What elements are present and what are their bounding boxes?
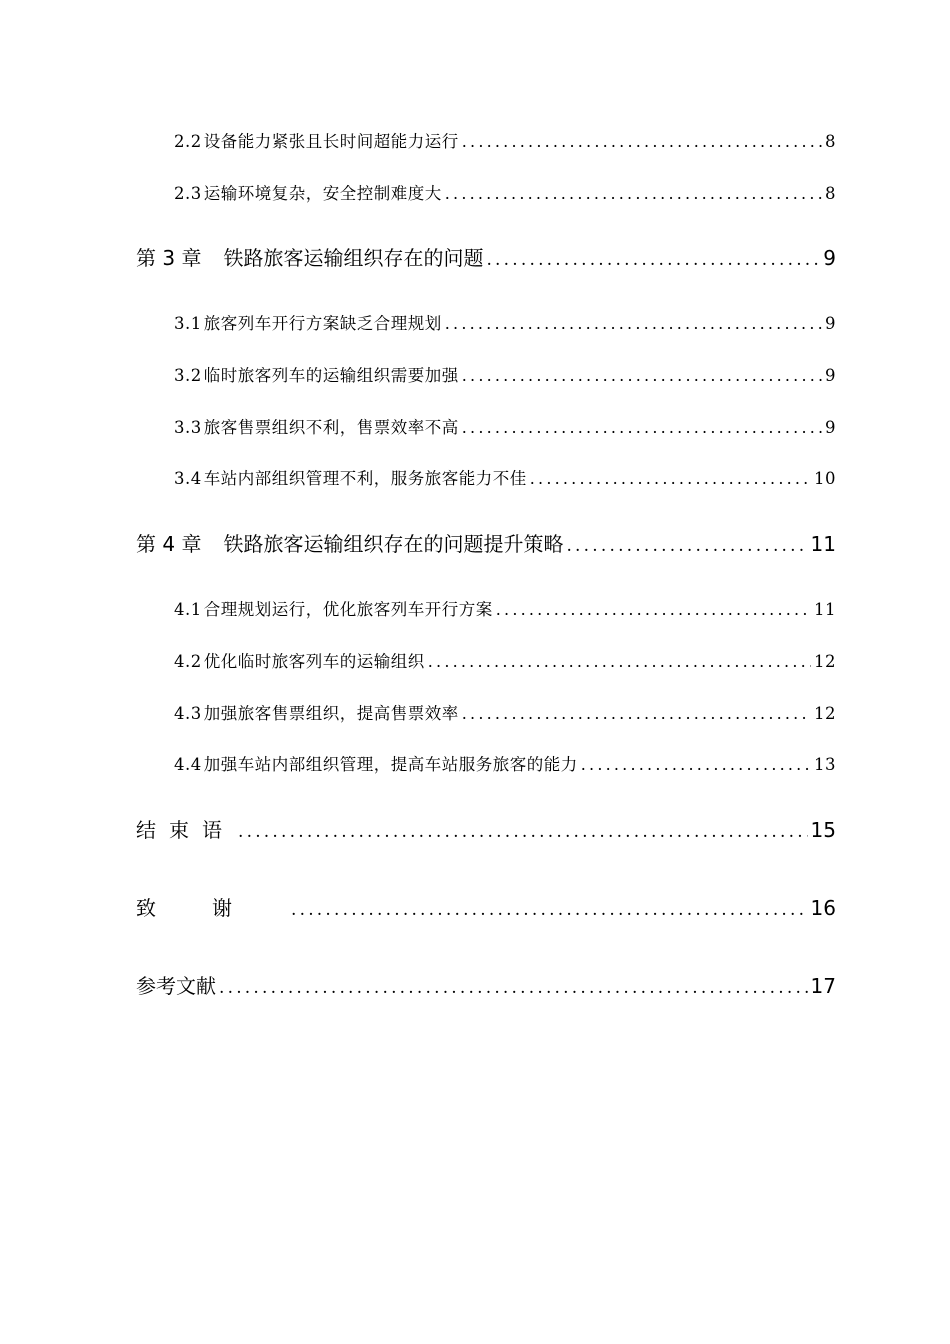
toc-entry-3-2[interactable] [174, 362, 836, 386]
toc-page-number: 11 [814, 600, 836, 619]
toc-page-number: 9 [825, 314, 836, 333]
toc-entry-acknowledgements[interactable] [136, 892, 836, 921]
toc-entry-3-4[interactable] [174, 465, 836, 489]
dot-leader [238, 822, 808, 842]
toc-title: 优化临时旅客列车的运输组织 [203, 652, 425, 671]
dot-leader [428, 652, 811, 671]
toc-title: 车站内部组织管理不利，服务旅客能力不佳 [203, 469, 527, 488]
dot-leader [496, 600, 811, 619]
toc-number: 3.1 [174, 314, 202, 333]
toc-title: 旅客列车开行方案缺乏合理规划 [203, 314, 442, 333]
toc-number: 4.4 [174, 755, 202, 774]
toc-number: 4.2 [174, 652, 202, 671]
dot-leader [445, 314, 822, 333]
toc-number: 4.1 [174, 600, 202, 619]
toc-page-number: 8 [825, 132, 836, 151]
toc-chapter-number: 第 4 章 [136, 532, 202, 556]
toc-entry-2-3[interactable] [174, 180, 836, 204]
toc-entry-4-4[interactable] [174, 751, 836, 775]
toc-title: 铁路旅客运输组织存在的问题 [223, 246, 484, 270]
dot-leader [462, 704, 811, 723]
dot-leader [291, 900, 808, 920]
dot-leader [462, 132, 822, 151]
toc-title: 临时旅客列车的运输组织需要加强 [203, 366, 459, 385]
dot-leader [462, 366, 822, 385]
dot-leader [486, 250, 820, 270]
toc-chapter-number: 第 3 章 [136, 246, 202, 270]
toc-page-number: 9 [825, 366, 836, 385]
toc-entry-4-1[interactable] [174, 596, 836, 620]
toc-page-number: 12 [814, 652, 836, 671]
toc-entry-4-3[interactable] [174, 700, 836, 724]
toc-title: 运输环境复杂，安全控制难度大 [203, 184, 442, 203]
dot-leader [219, 978, 808, 998]
toc-entry-conclusion[interactable] [136, 814, 836, 843]
toc-page-number: 8 [825, 184, 836, 203]
dot-leader [462, 418, 822, 437]
toc-title: 致谢 [136, 896, 288, 920]
toc-entry-references[interactable] [136, 970, 836, 999]
toc-page-number: 17 [810, 974, 836, 998]
toc-number: 3.3 [174, 418, 202, 437]
toc-page-number: 16 [810, 896, 836, 920]
toc-number: 3.2 [174, 366, 202, 385]
toc-entry-3-3[interactable] [174, 414, 836, 438]
toc-entry-3-1[interactable] [174, 310, 836, 334]
toc-title: 结束语 [136, 818, 235, 842]
toc-title: 旅客售票组织不利，售票效率不高 [203, 418, 459, 437]
toc-number: 4.3 [174, 704, 202, 723]
toc-title: 加强车站内部组织管理，提高车站服务旅客的能力 [203, 755, 578, 774]
dot-leader [566, 536, 807, 556]
toc-page-number: 9 [823, 246, 836, 270]
dot-leader [581, 755, 811, 774]
dot-leader [445, 184, 822, 203]
toc-page-number: 15 [810, 818, 836, 842]
toc-number: 3.4 [174, 469, 202, 488]
toc-entry-2-2[interactable] [174, 128, 836, 152]
toc-entry-chapter-3[interactable] [136, 242, 836, 271]
toc-title: 加强旅客售票组织，提高售票效率 [203, 704, 459, 723]
toc-page-number: 13 [814, 755, 836, 774]
dot-leader [530, 469, 811, 488]
toc-page-number: 10 [814, 469, 836, 488]
toc-title: 参考文献 [136, 974, 216, 998]
toc-page-number: 9 [825, 418, 836, 437]
toc-entry-chapter-4[interactable] [136, 528, 836, 557]
toc-title: 合理规划运行，优化旅客列车开行方案 [203, 600, 493, 619]
toc-title: 设备能力紧张且长时间超能力运行 [203, 132, 459, 151]
toc-number: 2.3 [174, 184, 202, 203]
toc-entry-4-2[interactable] [174, 648, 836, 672]
toc-number: 2.2 [174, 132, 202, 151]
toc-page-number: 12 [814, 704, 836, 723]
toc-title: 铁路旅客运输组织存在的问题提升策略 [223, 532, 564, 556]
toc-page-number: 11 [810, 532, 836, 556]
